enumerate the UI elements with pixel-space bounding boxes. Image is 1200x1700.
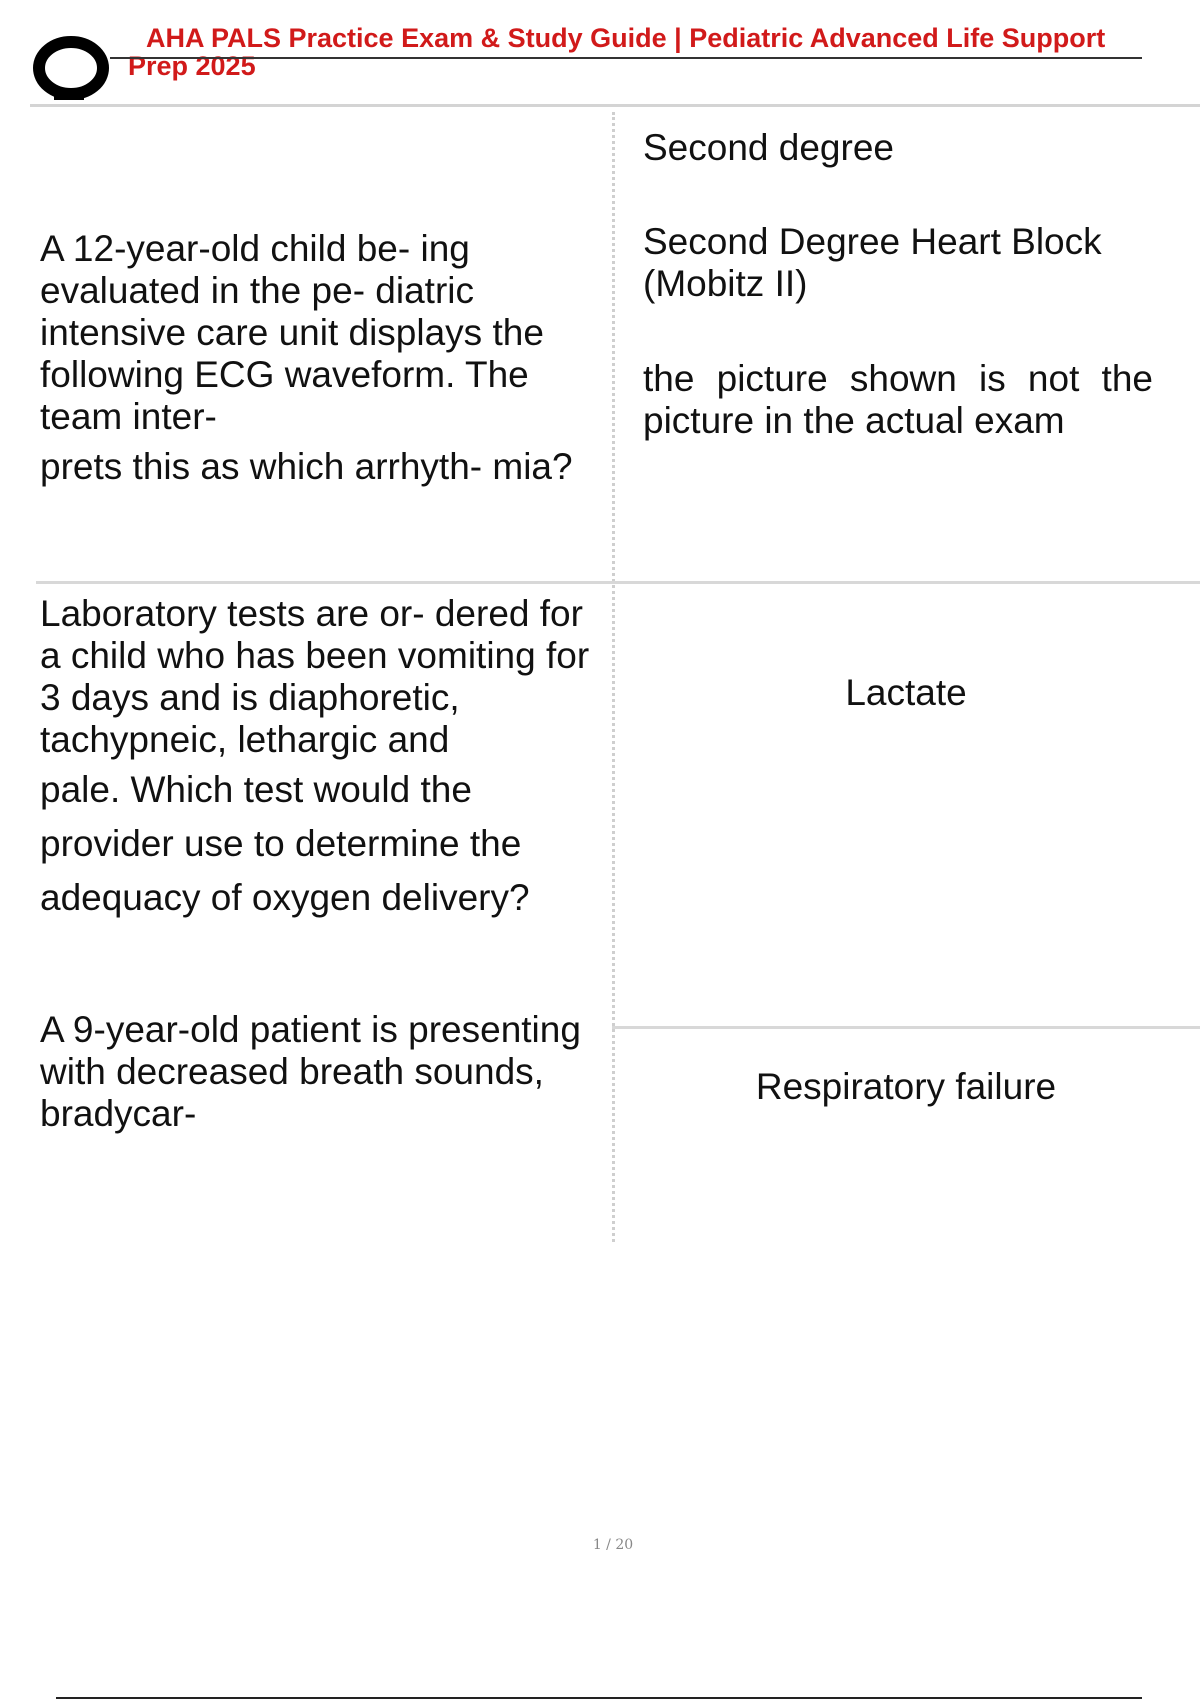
- question-line: prets this as which arrhyth- mia?: [40, 446, 573, 487]
- header-rule: [110, 57, 1142, 59]
- answer-text: Second degree: [643, 127, 894, 168]
- answer-text: Second Degree Heart Block (Mobitz II): [643, 221, 1102, 304]
- answer-text: Respiratory failure: [755, 1066, 1057, 1107]
- row-divider: [612, 1026, 1200, 1029]
- page-number: 1 / 20: [592, 1537, 634, 1553]
- question-text: [40, 593, 605, 919]
- question-line: Laboratory tests are or- dered for a child who has been vomiting for 3 days and is diaphoretic, tachypneic, lethargic and: [40, 593, 590, 760]
- answer-note: the picture shown is not the picture in the actual exam: [643, 358, 1153, 441]
- question-line: provider use to determine the: [40, 823, 522, 864]
- question-line: adequacy of oxygen delivery?: [40, 877, 530, 918]
- question-line: A 9-year-old patient is presenting with decreased breath sounds, bradycar-: [40, 1009, 581, 1134]
- footer-rule: [56, 1697, 1142, 1699]
- document-title: AHA PALS Practice Exam & Study Guide | Pediatric Advanced Life Support Prep 2025: [128, 23, 1106, 81]
- question-line: A 12-year-old child be- ing evaluated in the pe- diatric intensive care unit displays the following ECG waveform. The team inter-: [40, 228, 544, 437]
- row-divider: [36, 581, 1200, 584]
- question-line: pale. Which test would the: [40, 769, 472, 810]
- q-logo-icon: [32, 34, 110, 104]
- question-text: [40, 1009, 605, 1135]
- question-text: [40, 228, 605, 488]
- header-divider: [30, 104, 1200, 107]
- answer-text: Lactate: [845, 672, 967, 713]
